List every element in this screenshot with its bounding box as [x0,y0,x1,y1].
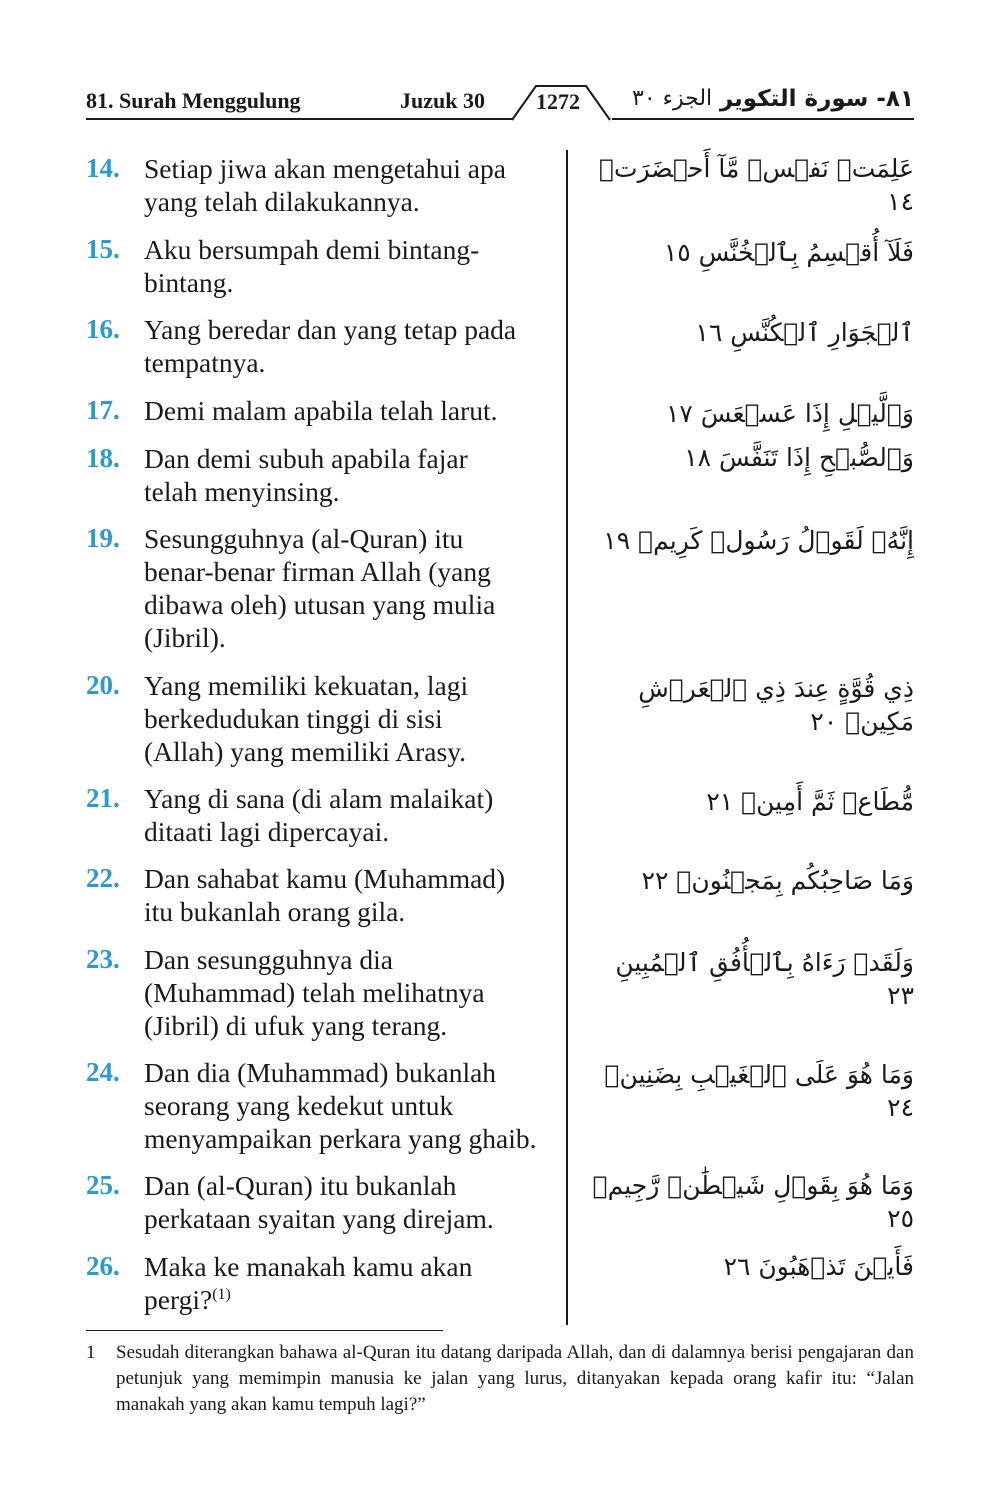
verse-translation: Dan sahabat kamu (Muhammad) itu bukanlah orang gila. [144,863,506,927]
verse-arabic: فَأَيۡنَ تَذۡهَبُونَ ٢٦ [723,1252,914,1281]
verse-translation [144,1250,564,1316]
verse-translation: Dan sesungguhnya dia (Muhammad) telah melihatnya (Jibril) di ufuk yang terang. [144,944,485,1041]
verse-arabic: وَمَا صَاحِبُكُم بِمَجۡنُونٖ ٢٢ [641,866,914,895]
verse-number: 15. [86,234,120,264]
verse-number: 26. [86,1251,120,1281]
verse-translation: Sesungguhnya (al-Quran) itu benar-benar firman Allah (yang dibawa oleh) utusan yang mulia (Jibril). [144,523,496,653]
verse-arabic: مُّطَاعٖ ثَمَّ أَمِينٖ ٢١ [706,787,914,816]
verse-translation: Yang memiliki kekuatan, lagi berkedudukan tinggi di sisi (Allah) yang memiliki Arasy. [144,670,469,767]
verse-arabic: ٱلۡجَوَارِ ٱلۡكُنَّسِ ١٦ [695,318,914,347]
verse-number: 22. [86,863,120,893]
verse-number: 18. [86,443,120,473]
footnote-rule [86,1330,443,1331]
verse-translation: Yang di sana (di alam malaikat) ditaati lagi dipercayai. [144,783,494,847]
verse-arabic: إِنَّهُۥ لَقَوۡلُ رَسُولٖ كَرِيمٖ ١٩ [603,526,914,555]
page-number: 1272 [536,89,580,114]
header-rule-left [86,118,512,120]
verse-number: 24. [86,1057,120,1087]
verse-number: 19. [86,523,120,553]
footnote-reference[interactable]: (1) [212,1285,231,1303]
page-header [86,84,914,124]
verse-translation: Demi malam apabila telah larut. [144,395,498,426]
surah-title: 81. Surah Menggulung [86,88,301,113]
verse-translation-text: Maka ke manakah kamu akan pergi? [144,1251,473,1315]
verse-translation: Yang beredar dan yang tetap pada tempatnya. [144,314,517,378]
verse-translation: Dan (al-Quran) itu bukanlah perkataan syaitan yang direjam. [144,1170,494,1234]
verse-arabic: ذِي قُوَّةٍ عِندَ ذِي ٱلۡعَرۡشِ مَكِينٖ ٢٠ [638,674,914,736]
verse-translation: Dan demi subuh apabila fajar telah menyinsing. [144,443,468,507]
verse-number: 25. [86,1170,120,1200]
verse-number: 16. [86,314,120,344]
header-rule-right [612,118,914,120]
verse-translation: Setiap jiwa akan mengetahui apa yang telah dilakukannya. [144,153,506,217]
verse-number: 14. [86,153,120,183]
verse-number: 21. [86,783,120,813]
verse-arabic: وَمَا هُوَ عَلَى ٱلۡغَيۡبِ بِضَنِينٖ ٢٤ [604,1060,914,1122]
verse-translation: Dan dia (Muhammad) bukanlah seorang yang kedekut untuk menyampaikan perkara yang ghaib. [144,1057,537,1154]
column-divider [566,150,568,1325]
verse-arabic: عَلِمَتۡ نَفۡسٞ مَّآ أَحۡضَرَتۡ ١٤ [599,154,914,216]
verse-number: 23. [86,944,120,974]
footnote-number: 1 [86,1342,96,1363]
verse-number: 17. [86,395,120,425]
verse-number: 20. [86,670,120,700]
surah-title-arabic: ٨١- سورة التكوير [719,86,914,112]
verse-arabic: فَلَآ أُقۡسِمُ بِٱلۡخُنَّسِ ١٥ [663,238,914,267]
footnote-text: Sesudah diterangkan bahawa al-Quran itu datang daripada Allah, dan di dalamnya berisi pengajaran dan petunjuk yang memimpin manusia ke jalan yang lurus, ditanyakan kepada orang kafir itu: “Jalan manakah yang akan kamu tempuh lagi?” [116,1342,914,1415]
juz-arabic: الجزء ٣٠ [632,86,713,111]
verse-arabic: وَٱلَّيۡلِ إِذَا عَسۡعَسَ ١٧ [665,399,914,428]
verse-arabic: وَمَا هُوَ بِقَوۡلِ شَيۡطَٰنٖ رَّجِيمٖ ٢٥ [592,1171,914,1233]
verse-translation: Aku bersumpah demi bintang- bintang. [144,234,480,298]
juzuk-label: Juzuk 30 [400,88,485,113]
verse-arabic: وَلَقَدۡ رَءَاهُ بِٱلۡأُفُقِ ٱلۡمُبِينِ ٢٣ [615,948,914,1010]
verse-arabic: وَٱلصُّبۡحِ إِذَا تَنَفَّسَ ١٨ [684,443,914,472]
